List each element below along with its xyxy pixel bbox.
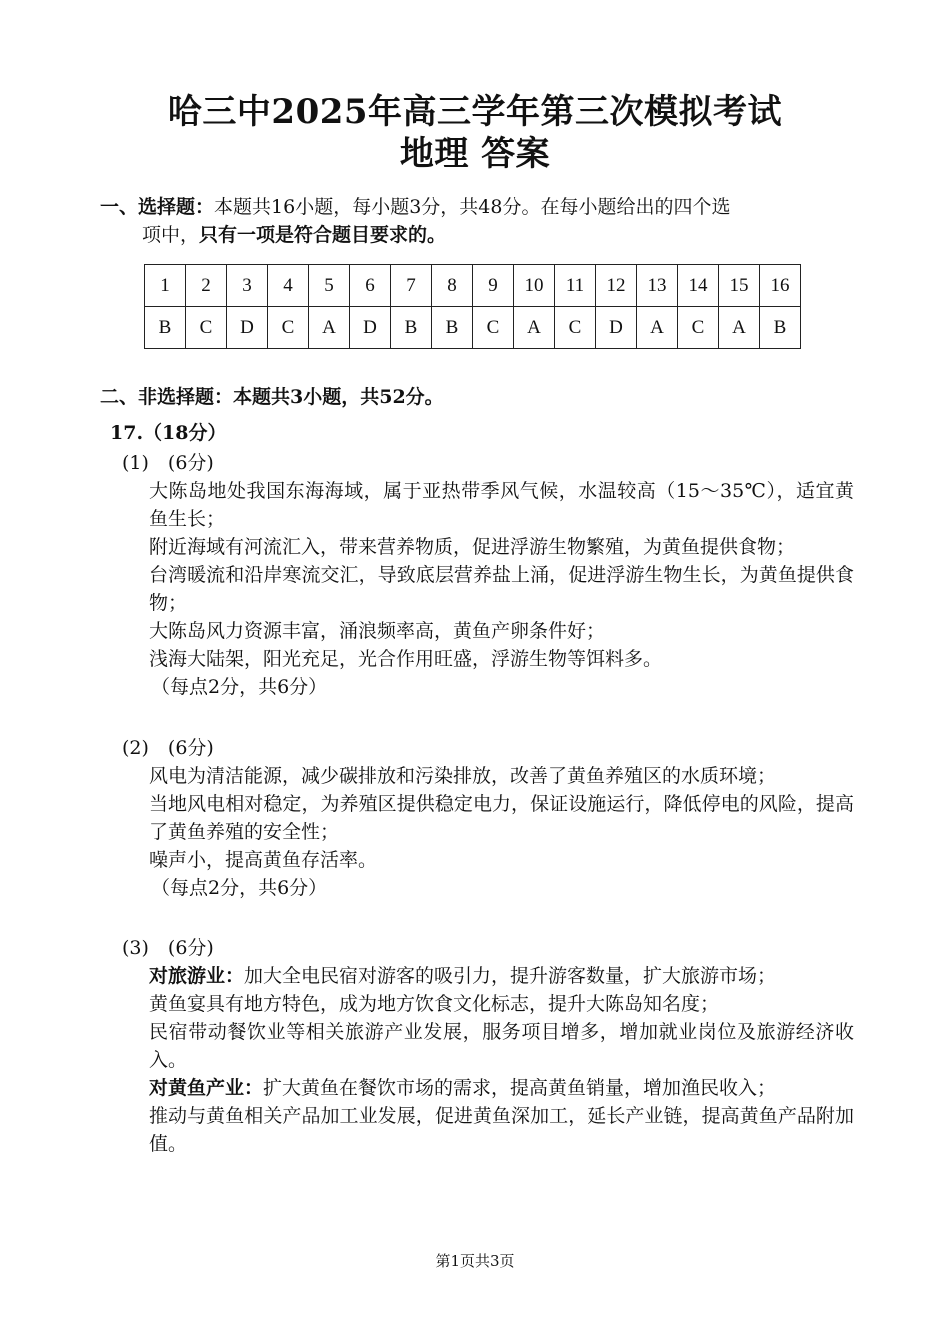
section-multiple-choice-heading xyxy=(100,193,840,249)
answer-cell: D xyxy=(227,307,268,349)
part1-label: (1) (6分) xyxy=(122,452,214,474)
page-title: 哈三中2025年高三学年第三次模拟考试 xyxy=(167,92,783,132)
question-number-cell: 6 xyxy=(350,265,391,307)
answer-cell: C xyxy=(473,307,514,349)
answer-table-answer-row xyxy=(145,307,801,349)
question-number-cell: 12 xyxy=(596,265,637,307)
part3-label: (3) (6分) xyxy=(122,937,214,959)
question-number-cell: 13 xyxy=(637,265,678,307)
answer-cell: C xyxy=(186,307,227,349)
question-number-cell: 4 xyxy=(268,265,309,307)
part3-fish-first: 对黄鱼产业：扩大黄鱼在餐饮市场的需求，提高黄鱼销量，增加渔民收入； xyxy=(149,1077,777,1099)
part1-line: 大陈岛风力资源丰富，涌浪频率高，黄鱼产卵条件好； xyxy=(149,620,606,642)
fish-industry-label: 对黄鱼产业： xyxy=(149,1077,264,1099)
question-number-cell: 15 xyxy=(719,265,760,307)
part2-line: 当地风电相对稳定，为养殖区提供稳定电力，保证设施运行，降低停电的风险，提高了黄鱼养殖的安全性； xyxy=(149,793,854,843)
question-number-cell: 8 xyxy=(432,265,473,307)
part1-answer xyxy=(149,477,854,701)
part3-line: 推动与黄鱼相关产品加工业发展，促进黄鱼深加工，延长产业链，提高黄鱼产品附加值。 xyxy=(149,1105,854,1155)
answer-cell: B xyxy=(432,307,473,349)
answer-cell: A xyxy=(719,307,760,349)
part2-scoring-note: （每点2分，共6分） xyxy=(151,877,328,899)
section1-emphasis: 只有一项是符合题目要求的。 xyxy=(199,224,447,246)
question-number-cell: 14 xyxy=(678,265,719,307)
question-number-cell: 3 xyxy=(227,265,268,307)
section1-text: 本题共16小题，每小题3分，共48分。在每小题给出的四个选 xyxy=(214,196,731,218)
part1-line: 附近海域有河流汇入，带来营养物质，促进浮游生物繁殖，为黄鱼提供食物； xyxy=(149,536,796,558)
question-number-cell: 9 xyxy=(473,265,514,307)
answer-cell: C xyxy=(678,307,719,349)
answer-cell: B xyxy=(391,307,432,349)
answer-cell: B xyxy=(145,307,186,349)
answer-cell: A xyxy=(637,307,678,349)
answer-cell: A xyxy=(514,307,555,349)
question-17-label: 17.（18分） xyxy=(110,422,227,444)
question-number-cell: 5 xyxy=(309,265,350,307)
question-number-cell: 11 xyxy=(555,265,596,307)
part3-line: 民宿带动餐饮业等相关旅游产业发展，服务项目增多，增加就业岗位及旅游经济收入。 xyxy=(149,1021,854,1071)
answer-table xyxy=(144,264,801,349)
section1-line2: 项中，只有一项是符合题目要求的。 xyxy=(142,224,447,246)
question-number-cell: 10 xyxy=(514,265,555,307)
question-number-cell: 2 xyxy=(186,265,227,307)
question-number-cell: 7 xyxy=(391,265,432,307)
answer-cell: A xyxy=(309,307,350,349)
part1-line: 台湾暖流和沿岸寒流交汇，导致底层营养盐上涌，促进浮游生物生长，为黄鱼提供食物； xyxy=(149,564,854,614)
part3-line: 黄鱼宴具有地方特色，成为地方饮食文化标志，提升大陈岛知名度； xyxy=(149,993,720,1015)
answer-cell: D xyxy=(350,307,391,349)
page-subtitle: 地理 答案 xyxy=(399,134,551,174)
page-footer: 第1页共3页 xyxy=(435,1252,515,1270)
answer-table-number-row xyxy=(145,265,801,307)
part2-line: 噪声小，提高黄鱼存活率。 xyxy=(149,849,378,871)
section-non-choice-heading: 二、非选择题：本题共3小题，共52分。 xyxy=(100,386,444,408)
part2-label: (2) (6分) xyxy=(122,737,214,759)
answer-cell: D xyxy=(596,307,637,349)
question-number-cell: 1 xyxy=(145,265,186,307)
section1-heading: 一、选择题： xyxy=(100,196,215,218)
tourism-label: 对旅游业： xyxy=(149,965,245,987)
answer-cell: C xyxy=(268,307,309,349)
answer-cell: B xyxy=(760,307,801,349)
part1-line: 浅海大陆架，阳光充足，光合作用旺盛，浮游生物等饵料多。 xyxy=(149,648,663,670)
part1-scoring-note: （每点2分，共6分） xyxy=(151,676,328,698)
part2-answer xyxy=(149,762,854,902)
answer-cell: C xyxy=(555,307,596,349)
part3-answer xyxy=(149,962,854,1158)
question-number-cell: 16 xyxy=(760,265,801,307)
part3-tourism-first: 对旅游业：加大全电民宿对游客的吸引力，提升游客数量，扩大旅游市场； xyxy=(149,965,777,987)
part1-line: 大陈岛地处我国东海海域，属于亚热带季风气候，水温较高（15～35℃），适宜黄鱼生长； xyxy=(149,480,854,530)
part2-line: 风电为清洁能源，减少碳排放和污染排放，改善了黄鱼养殖区的水质环境； xyxy=(149,765,777,787)
